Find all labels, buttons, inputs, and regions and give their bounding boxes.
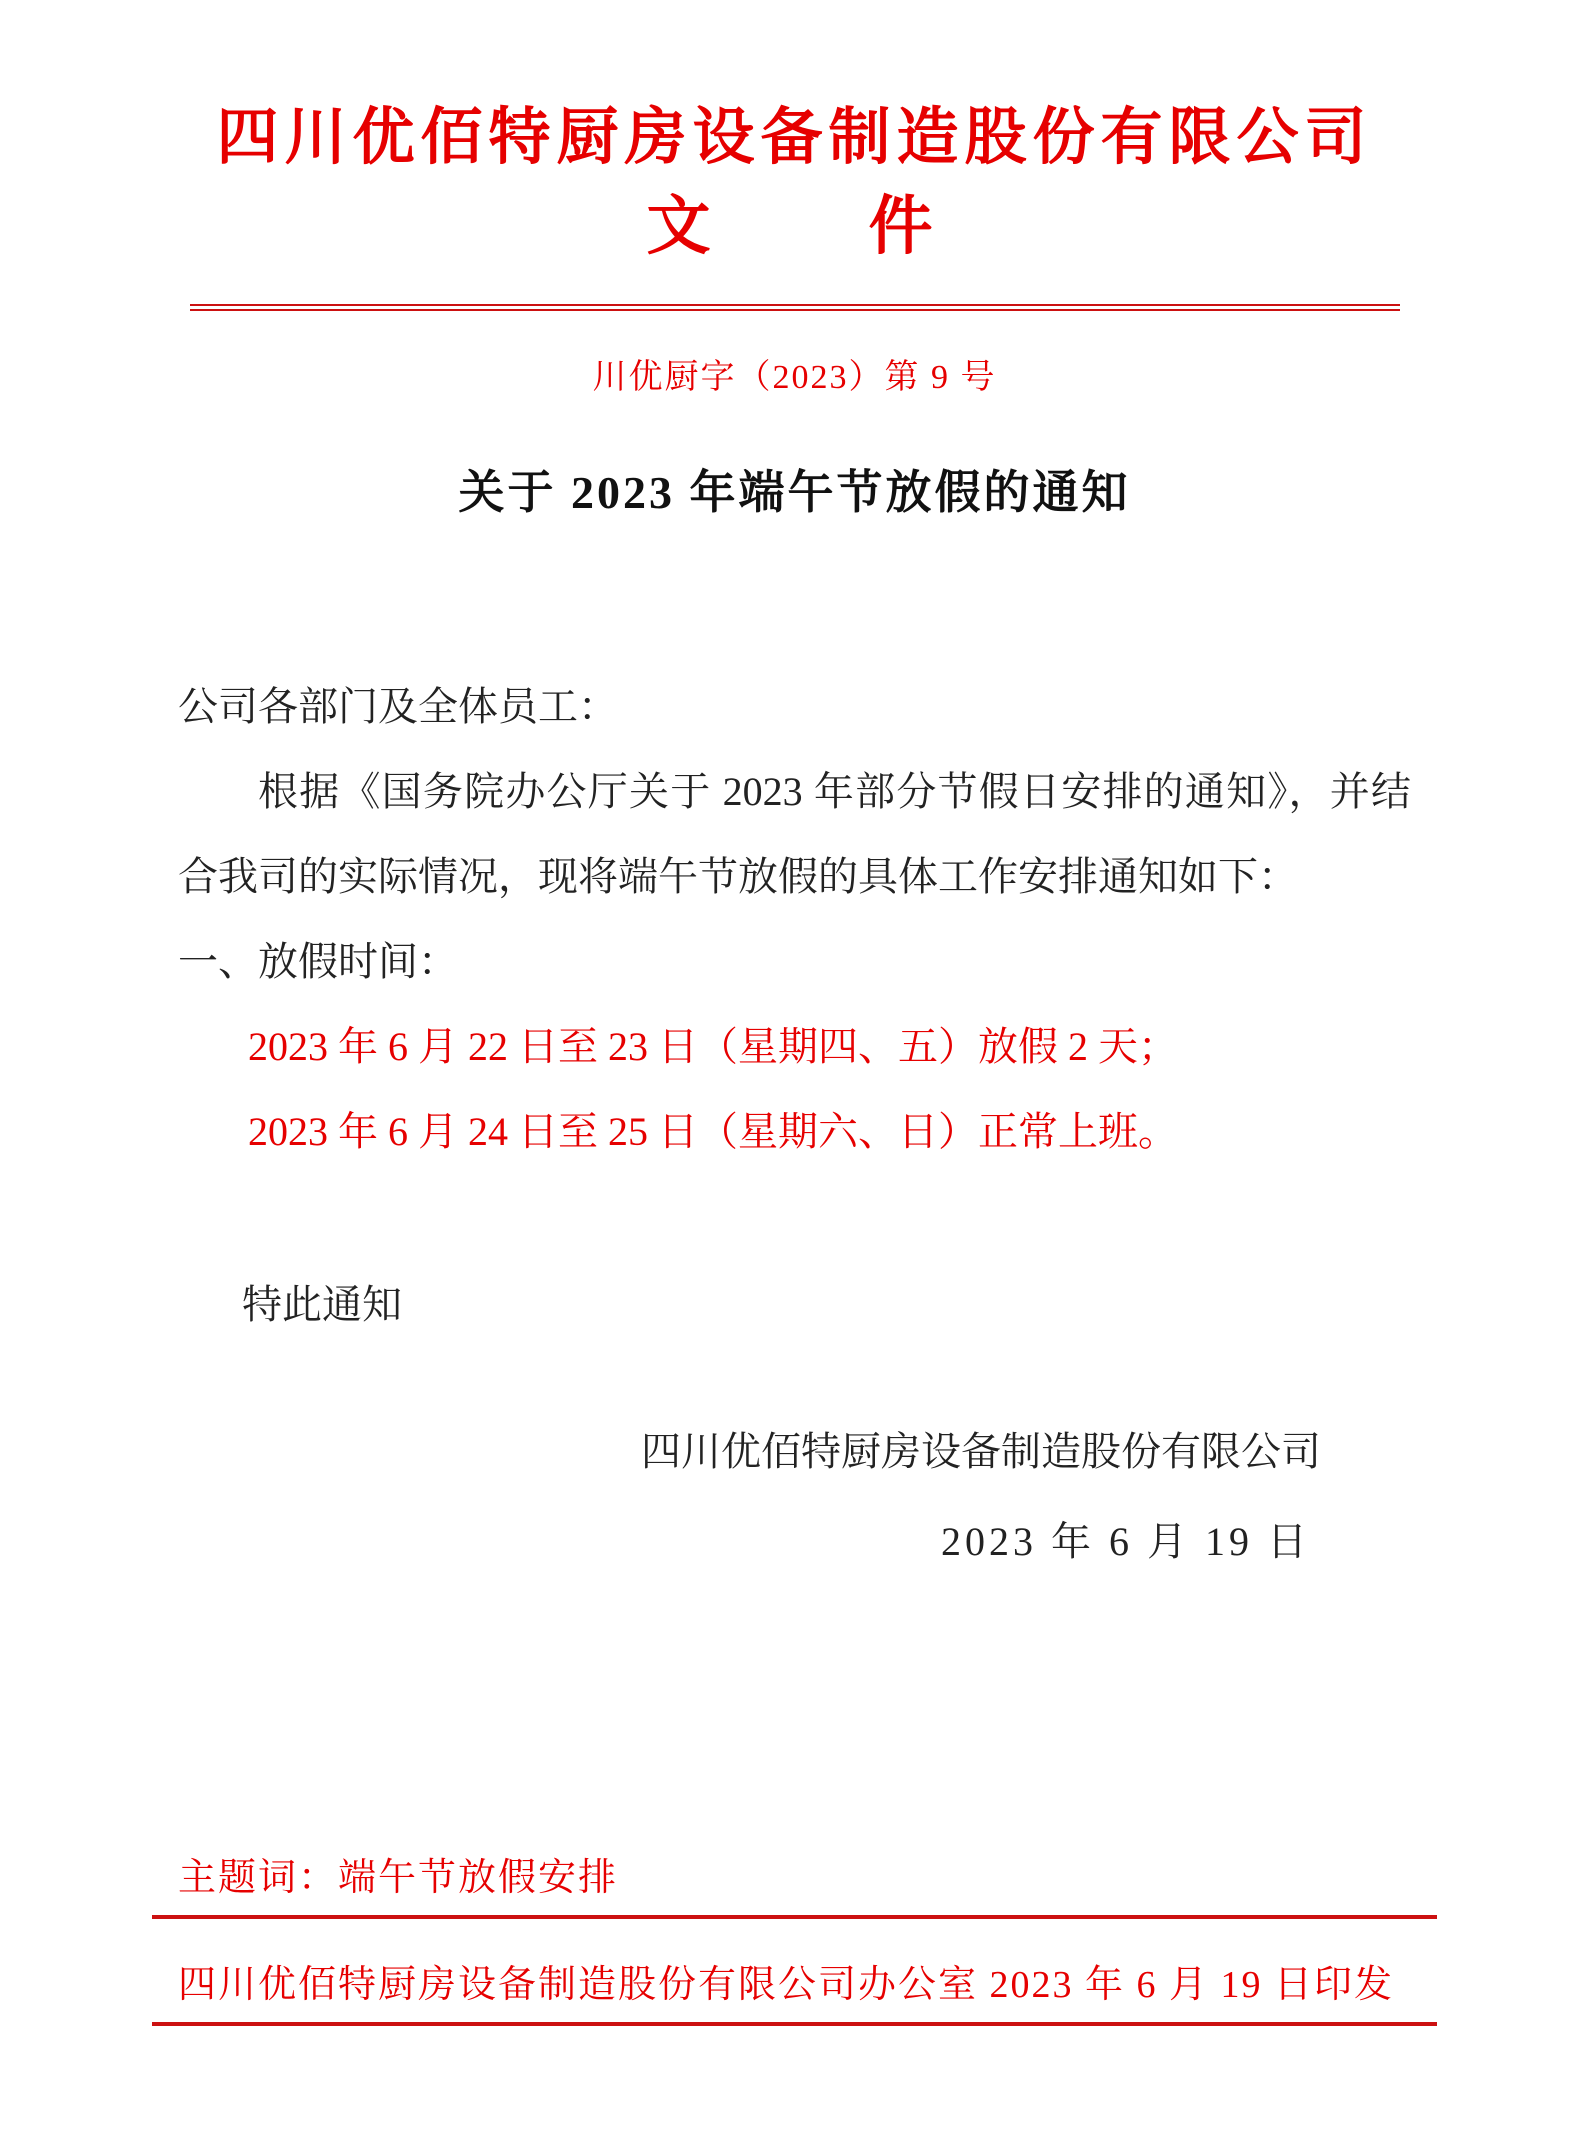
document-footer	[152, 1838, 1437, 2026]
document-body	[178, 664, 1411, 1347]
salutation-line: 公司各部门及全体员工：	[178, 683, 618, 729]
letterhead	[178, 100, 1411, 262]
holiday-dates-line-2: 2023 年 6 月 24 日至 25 日（星期六、日）正常上班。	[248, 1108, 1178, 1154]
footer-subject-row	[152, 1838, 1437, 1915]
closing-notice: 特此通知	[242, 1281, 402, 1327]
signature-company-name: 四川优佰特厨房设备制造股份有限公司	[641, 1428, 1321, 1474]
document-number: 川优厨字（2023）第 9 号	[592, 358, 997, 396]
signature-block	[178, 1407, 1411, 1587]
section-heading-holiday-time: 一、放假时间：	[178, 938, 458, 984]
document-title: 关于 2023 年端午节放假的通知	[458, 466, 1131, 518]
footer-issue-line: 四川优佰特厨房设备制造股份有限公司办公室 2023 年 6 月 19 日印发	[178, 1964, 1395, 2006]
footer-separator-rule-2	[152, 2022, 1437, 2026]
footer-issue-row	[152, 1945, 1437, 2022]
header-separator-rule	[190, 304, 1400, 311]
body-paragraph: 根据《国务院办公厅关于 2023 年部分节假日安排的通知》，并结合我司的实际情况，现将端午节放假的具体工作安排通知如下：	[178, 768, 1411, 899]
signature-date: 2023 年 6 月 19 日	[941, 1518, 1311, 1564]
letterhead-doc-type: 文 件	[646, 190, 943, 262]
holiday-dates-line-1: 2023 年 6 月 22 日至 23 日（星期四、五）放假 2 天；	[248, 1023, 1178, 1069]
letterhead-company-name: 四川优佰特厨房设备制造股份有限公司	[216, 104, 1373, 172]
footer-subject-line: 主题词：端午节放假安排	[178, 1857, 619, 1899]
footer-separator-rule-1	[152, 1915, 1437, 1919]
